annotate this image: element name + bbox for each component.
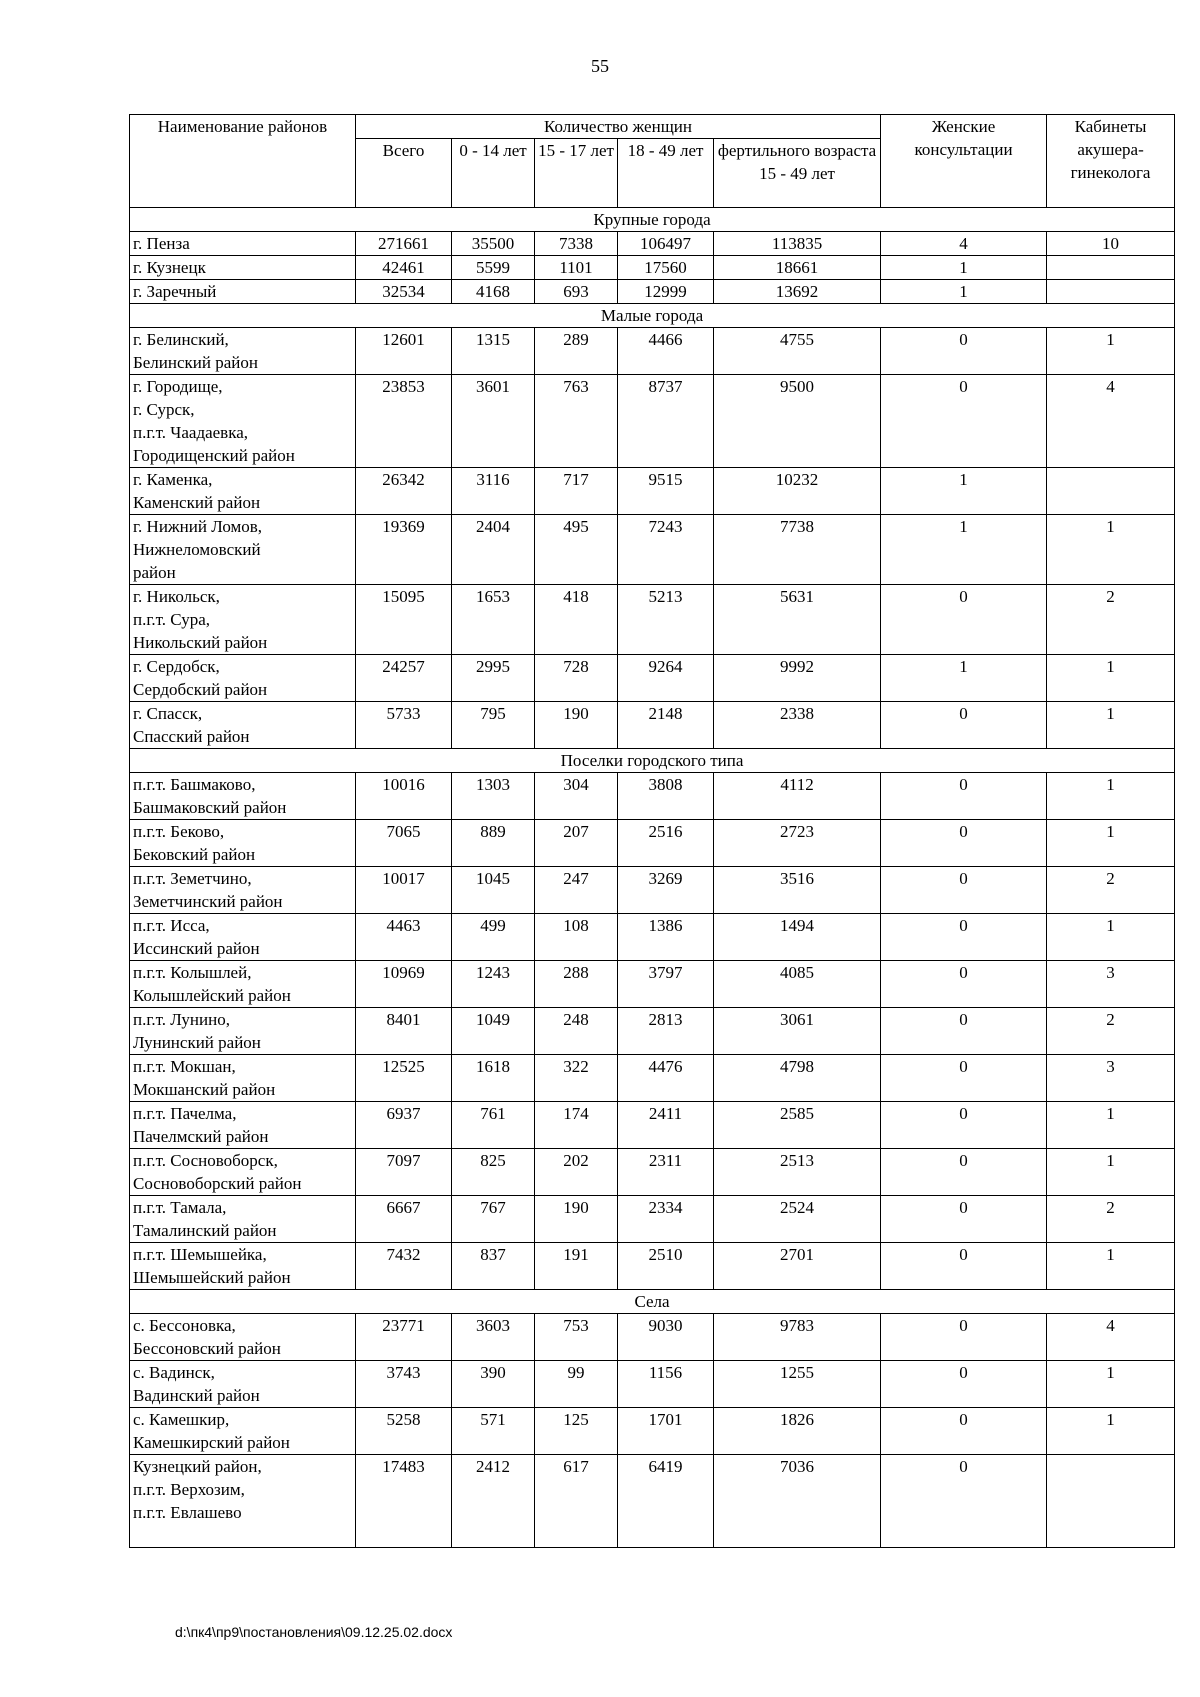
total-cell: 12601 [356, 328, 452, 375]
age-18-49-cell: 4466 [618, 328, 714, 375]
district-name-cell: п.г.т. Беково, Бековский район [130, 820, 356, 867]
fertile-cell: 3516 [714, 867, 881, 914]
table-row [130, 375, 1175, 468]
table-row [130, 1243, 1175, 1290]
consultations-cell: 0 [881, 773, 1047, 820]
fertile-cell: 7738 [714, 515, 881, 585]
age-18-49-cell: 3808 [618, 773, 714, 820]
age-0-14-cell: 1049 [452, 1008, 535, 1055]
cabinets-cell [1047, 280, 1175, 304]
age-0-14-cell: 4168 [452, 280, 535, 304]
fertile-cell: 2723 [714, 820, 881, 867]
table-row [130, 280, 1175, 304]
age-15-17-cell: 174 [535, 1102, 618, 1149]
total-cell: 8401 [356, 1008, 452, 1055]
age-18-49-cell: 9515 [618, 468, 714, 515]
table-row [130, 773, 1175, 820]
age-0-14-cell: 499 [452, 914, 535, 961]
age-15-17-cell: 728 [535, 655, 618, 702]
fertile-cell: 1255 [714, 1361, 881, 1408]
cabinets-cell: 4 [1047, 1314, 1175, 1361]
consultations-cell: 1 [881, 655, 1047, 702]
age-0-14-cell: 571 [452, 1408, 535, 1455]
total-cell: 6667 [356, 1196, 452, 1243]
age-18-49-cell: 12999 [618, 280, 714, 304]
cabinets-cell: 1 [1047, 655, 1175, 702]
fertile-cell: 113835 [714, 232, 881, 256]
age-18-49-cell: 1386 [618, 914, 714, 961]
district-name-cell: г. Кузнецк [130, 256, 356, 280]
consultations-cell: 1 [881, 280, 1047, 304]
total-cell: 10969 [356, 961, 452, 1008]
district-name-cell: Кузнецкий район, п.г.т. Верхозим, п.г.т. Евлашево [130, 1455, 356, 1548]
fertile-cell: 1826 [714, 1408, 881, 1455]
header-total: Всего [356, 139, 452, 208]
age-15-17-cell: 190 [535, 1196, 618, 1243]
section-title: Поселки городского типа [130, 749, 1175, 773]
age-18-49-cell: 2311 [618, 1149, 714, 1196]
age-18-49-cell: 17560 [618, 256, 714, 280]
district-name-cell: г. Сердобск, Сердобский район [130, 655, 356, 702]
fertile-cell: 4085 [714, 961, 881, 1008]
age-0-14-cell: 1303 [452, 773, 535, 820]
cabinets-cell: 1 [1047, 328, 1175, 375]
fertile-cell: 4798 [714, 1055, 881, 1102]
district-name-cell: п.г.т. Исса, Иссинский район [130, 914, 356, 961]
age-18-49-cell: 2516 [618, 820, 714, 867]
consultations-cell: 0 [881, 961, 1047, 1008]
table-row [130, 1196, 1175, 1243]
age-15-17-cell: 763 [535, 375, 618, 468]
header-age-0-14: 0 - 14 лет [452, 139, 535, 208]
age-15-17-cell: 207 [535, 820, 618, 867]
fertile-cell: 18661 [714, 256, 881, 280]
age-15-17-cell: 7338 [535, 232, 618, 256]
age-0-14-cell: 390 [452, 1361, 535, 1408]
cabinets-cell: 1 [1047, 515, 1175, 585]
cabinets-cell: 1 [1047, 1361, 1175, 1408]
age-0-14-cell: 837 [452, 1243, 535, 1290]
total-cell: 7097 [356, 1149, 452, 1196]
consultations-cell: 0 [881, 1196, 1047, 1243]
consultations-cell: 0 [881, 1408, 1047, 1455]
total-cell: 12525 [356, 1055, 452, 1102]
fertile-cell: 4755 [714, 328, 881, 375]
age-18-49-cell: 2813 [618, 1008, 714, 1055]
cabinets-cell: 1 [1047, 1149, 1175, 1196]
table-row [130, 961, 1175, 1008]
age-15-17-cell: 125 [535, 1408, 618, 1455]
age-18-49-cell: 3797 [618, 961, 714, 1008]
cabinets-cell: 1 [1047, 702, 1175, 749]
district-name-cell: п.г.т. Пачелма, Пачелмский район [130, 1102, 356, 1149]
cabinets-cell [1047, 1455, 1175, 1548]
total-cell: 17483 [356, 1455, 452, 1548]
district-name-cell: п.г.т. Тамала, Тамалинский район [130, 1196, 356, 1243]
total-cell: 10016 [356, 773, 452, 820]
district-name-cell: с. Бессоновка, Бессоновский район [130, 1314, 356, 1361]
district-name-cell: г. Нижний Ломов, Нижнеломовский район [130, 515, 356, 585]
table-row [130, 1008, 1175, 1055]
total-cell: 4463 [356, 914, 452, 961]
total-cell: 32534 [356, 280, 452, 304]
table-body [130, 208, 1175, 1548]
district-name-cell: п.г.т. Земетчино, Земетчинский район [130, 867, 356, 914]
cabinets-cell: 1 [1047, 1243, 1175, 1290]
header-age-15-17: 15 - 17 лет [535, 139, 618, 208]
age-18-49-cell: 106497 [618, 232, 714, 256]
age-0-14-cell: 3603 [452, 1314, 535, 1361]
footer-file-path: d:\пк4\пр9\постановления\09.12.25.02.docx [175, 1624, 453, 1640]
consultations-cell: 0 [881, 914, 1047, 961]
age-0-14-cell: 35500 [452, 232, 535, 256]
fertile-cell: 3061 [714, 1008, 881, 1055]
consultations-cell: 0 [881, 1314, 1047, 1361]
fertile-cell: 2338 [714, 702, 881, 749]
age-15-17-cell: 304 [535, 773, 618, 820]
cabinets-cell: 3 [1047, 961, 1175, 1008]
age-0-14-cell: 5599 [452, 256, 535, 280]
age-0-14-cell: 3116 [452, 468, 535, 515]
fertile-cell: 10232 [714, 468, 881, 515]
header-age-18-49: 18 - 49 лет [618, 139, 714, 208]
header-consultations: Женские консультации [881, 115, 1047, 208]
table-row [130, 914, 1175, 961]
consultations-cell: 0 [881, 867, 1047, 914]
total-cell: 271661 [356, 232, 452, 256]
table-row [130, 328, 1175, 375]
fertile-cell: 2513 [714, 1149, 881, 1196]
cabinets-cell: 2 [1047, 1196, 1175, 1243]
total-cell: 42461 [356, 256, 452, 280]
cabinets-cell: 1 [1047, 1408, 1175, 1455]
cabinets-cell: 2 [1047, 1008, 1175, 1055]
age-18-49-cell: 3269 [618, 867, 714, 914]
age-0-14-cell: 1315 [452, 328, 535, 375]
cabinets-cell: 1 [1047, 820, 1175, 867]
consultations-cell: 0 [881, 585, 1047, 655]
age-18-49-cell: 2510 [618, 1243, 714, 1290]
section-title: Села [130, 1290, 1175, 1314]
age-18-49-cell: 4476 [618, 1055, 714, 1102]
age-15-17-cell: 495 [535, 515, 618, 585]
age-15-17-cell: 693 [535, 280, 618, 304]
table-row [130, 1314, 1175, 1361]
consultations-cell: 0 [881, 1455, 1047, 1548]
district-name-cell: с. Вадинск, Вадинский район [130, 1361, 356, 1408]
age-18-49-cell: 6419 [618, 1455, 714, 1548]
age-0-14-cell: 1653 [452, 585, 535, 655]
age-15-17-cell: 322 [535, 1055, 618, 1102]
cabinets-cell: 2 [1047, 585, 1175, 655]
section-row [130, 304, 1175, 328]
consultations-cell: 1 [881, 256, 1047, 280]
age-15-17-cell: 617 [535, 1455, 618, 1548]
age-0-14-cell: 795 [452, 702, 535, 749]
age-15-17-cell: 418 [535, 585, 618, 655]
age-15-17-cell: 717 [535, 468, 618, 515]
table-row [130, 867, 1175, 914]
district-name-cell: г. Пенза [130, 232, 356, 256]
consultations-cell: 0 [881, 1102, 1047, 1149]
consultations-cell: 4 [881, 232, 1047, 256]
age-0-14-cell: 825 [452, 1149, 535, 1196]
age-0-14-cell: 889 [452, 820, 535, 867]
table-row [130, 1055, 1175, 1102]
cabinets-cell: 4 [1047, 375, 1175, 468]
age-15-17-cell: 247 [535, 867, 618, 914]
total-cell: 19369 [356, 515, 452, 585]
age-15-17-cell: 202 [535, 1149, 618, 1196]
fertile-cell: 9783 [714, 1314, 881, 1361]
fertile-cell: 9992 [714, 655, 881, 702]
header-women-count: Количество женщин [356, 115, 881, 139]
total-cell: 7432 [356, 1243, 452, 1290]
header-cabinets: Кабинеты акушера-гинеколога [1047, 115, 1175, 208]
cabinets-cell: 3 [1047, 1055, 1175, 1102]
table-row [130, 256, 1175, 280]
total-cell: 23853 [356, 375, 452, 468]
district-name-cell: г. Спасск, Спасский район [130, 702, 356, 749]
consultations-cell: 0 [881, 1361, 1047, 1408]
cabinets-cell: 1 [1047, 773, 1175, 820]
table-row [130, 232, 1175, 256]
age-15-17-cell: 288 [535, 961, 618, 1008]
table-row [130, 702, 1175, 749]
district-name-cell: п.г.т. Башмаково, Башмаковский район [130, 773, 356, 820]
age-0-14-cell: 1243 [452, 961, 535, 1008]
age-15-17-cell: 190 [535, 702, 618, 749]
table-row [130, 1102, 1175, 1149]
consultations-cell: 0 [881, 702, 1047, 749]
district-name-cell: с. Камешкир, Камешкирский район [130, 1408, 356, 1455]
district-name-cell: п.г.т. Шемышейка, Шемышейский район [130, 1243, 356, 1290]
section-row [130, 1290, 1175, 1314]
total-cell: 23771 [356, 1314, 452, 1361]
fertile-cell: 1494 [714, 914, 881, 961]
table-row [130, 1455, 1175, 1548]
age-0-14-cell: 2995 [452, 655, 535, 702]
age-15-17-cell: 753 [535, 1314, 618, 1361]
table-row [130, 655, 1175, 702]
district-name-cell: г. Заречный [130, 280, 356, 304]
total-cell: 6937 [356, 1102, 452, 1149]
consultations-cell: 0 [881, 1243, 1047, 1290]
section-title: Крупные города [130, 208, 1175, 232]
cabinets-cell: 10 [1047, 232, 1175, 256]
fertile-cell: 9500 [714, 375, 881, 468]
table-row [130, 1361, 1175, 1408]
age-18-49-cell: 2148 [618, 702, 714, 749]
total-cell: 7065 [356, 820, 452, 867]
age-18-49-cell: 8737 [618, 375, 714, 468]
fertile-cell: 13692 [714, 280, 881, 304]
header-district-name: Наименование районов [130, 115, 356, 208]
age-15-17-cell: 191 [535, 1243, 618, 1290]
fertile-cell: 4112 [714, 773, 881, 820]
total-cell: 5258 [356, 1408, 452, 1455]
age-18-49-cell: 5213 [618, 585, 714, 655]
fertile-cell: 7036 [714, 1455, 881, 1548]
age-18-49-cell: 9030 [618, 1314, 714, 1361]
age-15-17-cell: 99 [535, 1361, 618, 1408]
table-row [130, 1149, 1175, 1196]
fertile-cell: 2701 [714, 1243, 881, 1290]
consultations-cell: 0 [881, 1055, 1047, 1102]
age-18-49-cell: 2411 [618, 1102, 714, 1149]
district-name-cell: г. Каменка, Каменский район [130, 468, 356, 515]
cabinets-cell: 1 [1047, 914, 1175, 961]
consultations-cell: 1 [881, 468, 1047, 515]
age-0-14-cell: 3601 [452, 375, 535, 468]
district-name-cell: г. Городище, г. Сурск, п.г.т. Чаадаевка, Городищенский район [130, 375, 356, 468]
age-18-49-cell: 1156 [618, 1361, 714, 1408]
page-number: 55 [591, 56, 609, 76]
total-cell: 3743 [356, 1361, 452, 1408]
age-18-49-cell: 1701 [618, 1408, 714, 1455]
section-row [130, 749, 1175, 773]
fertile-cell: 2585 [714, 1102, 881, 1149]
age-0-14-cell: 2412 [452, 1455, 535, 1548]
age-18-49-cell: 2334 [618, 1196, 714, 1243]
district-name-cell: п.г.т. Колышлей, Колышлейский район [130, 961, 356, 1008]
age-0-14-cell: 1045 [452, 867, 535, 914]
age-15-17-cell: 108 [535, 914, 618, 961]
total-cell: 26342 [356, 468, 452, 515]
section-row [130, 208, 1175, 232]
age-0-14-cell: 1618 [452, 1055, 535, 1102]
table-row [130, 585, 1175, 655]
total-cell: 5733 [356, 702, 452, 749]
district-name-cell: п.г.т. Мокшан, Мокшанский район [130, 1055, 356, 1102]
district-name-cell: п.г.т. Сосновоборск, Сосновоборский район [130, 1149, 356, 1196]
district-name-cell: г. Никольск, п.г.т. Сура, Никольский район [130, 585, 356, 655]
cabinets-cell [1047, 468, 1175, 515]
table-row [130, 515, 1175, 585]
consultations-cell: 0 [881, 1149, 1047, 1196]
consultations-cell: 0 [881, 328, 1047, 375]
consultations-cell: 0 [881, 375, 1047, 468]
total-cell: 24257 [356, 655, 452, 702]
age-0-14-cell: 767 [452, 1196, 535, 1243]
section-title: Малые города [130, 304, 1175, 328]
cabinets-cell: 1 [1047, 1102, 1175, 1149]
header-fertile-age: фертильного возраста 15 - 49 лет [714, 139, 881, 208]
consultations-cell: 0 [881, 1008, 1047, 1055]
age-15-17-cell: 1101 [535, 256, 618, 280]
fertile-cell: 5631 [714, 585, 881, 655]
age-15-17-cell: 289 [535, 328, 618, 375]
consultations-cell: 1 [881, 515, 1047, 585]
cabinets-cell: 2 [1047, 867, 1175, 914]
table-row [130, 820, 1175, 867]
table-row [130, 1408, 1175, 1455]
table-row [130, 468, 1175, 515]
cabinets-cell [1047, 256, 1175, 280]
total-cell: 10017 [356, 867, 452, 914]
age-18-49-cell: 7243 [618, 515, 714, 585]
age-0-14-cell: 761 [452, 1102, 535, 1149]
district-name-cell: г. Белинский, Белинский район [130, 328, 356, 375]
fertile-cell: 2524 [714, 1196, 881, 1243]
age-18-49-cell: 9264 [618, 655, 714, 702]
age-15-17-cell: 248 [535, 1008, 618, 1055]
women-statistics-table [129, 114, 1175, 1548]
total-cell: 15095 [356, 585, 452, 655]
age-0-14-cell: 2404 [452, 515, 535, 585]
district-name-cell: п.г.т. Лунино, Лунинский район [130, 1008, 356, 1055]
consultations-cell: 0 [881, 820, 1047, 867]
